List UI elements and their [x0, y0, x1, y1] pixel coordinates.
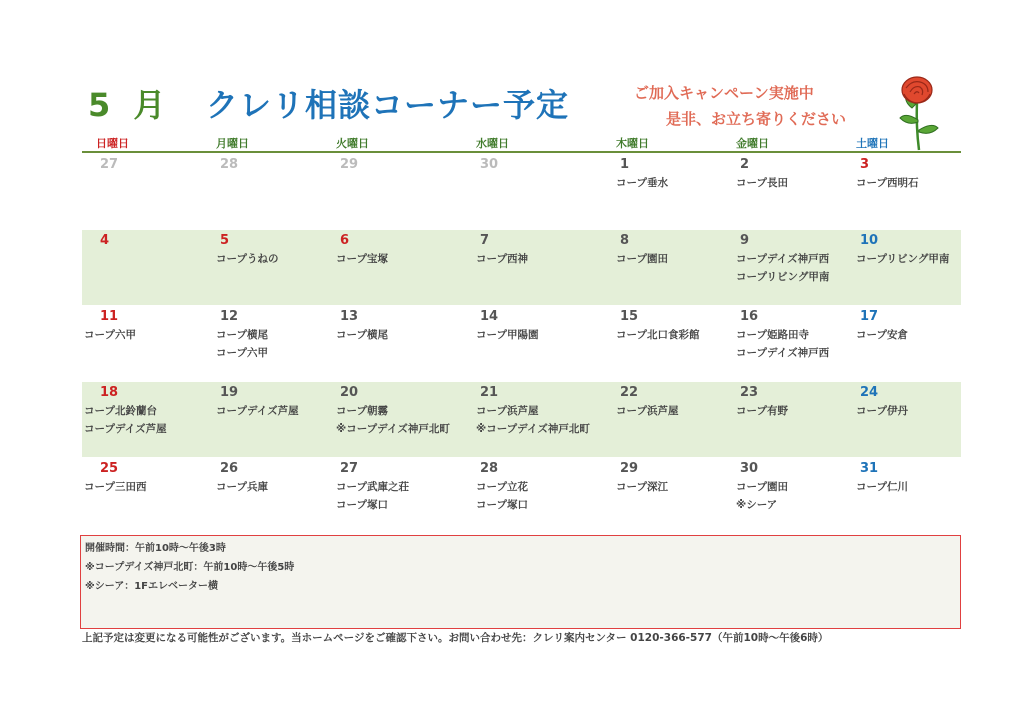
schedule-entry: コープ有野: [736, 405, 788, 417]
week-row: [82, 458, 961, 533]
day-number: 1: [620, 157, 630, 172]
day-cell: [602, 458, 722, 533]
schedule-entry: コープ浜芦屋: [476, 405, 539, 417]
schedule-entry: コープ園田: [616, 253, 668, 265]
day-cell: [722, 154, 842, 229]
schedule-entry: コープ塚口: [336, 499, 388, 511]
day-number: 29: [340, 157, 359, 172]
day-cell: [602, 306, 722, 381]
day-cell: [322, 154, 462, 229]
schedule-entry: コープ塚口: [476, 499, 528, 511]
day-cell: [82, 382, 202, 457]
day-number: 18: [100, 385, 119, 400]
campaign-line-2: 是非、お立ち寄りください: [666, 110, 847, 128]
day-cell: [602, 230, 722, 305]
schedule-entry: コープ深江: [616, 481, 668, 493]
week-row: [82, 382, 961, 457]
schedule-entry: コープ六甲: [84, 329, 136, 341]
day-number: 20: [340, 385, 359, 400]
campaign-line-1: ご加入キャンペーン実施中: [634, 84, 814, 102]
day-cell: [202, 230, 322, 305]
schedule-entry: コープ北鈴蘭台: [84, 405, 157, 417]
day-number: 26: [220, 461, 239, 476]
notes-box: [80, 535, 961, 629]
schedule-entry: コープ西神: [476, 253, 528, 265]
schedule-entry: コープうねの: [216, 253, 279, 265]
month-title: 5 月: [88, 86, 172, 124]
day-cell: [722, 230, 842, 305]
schedule-entry: コープ三田西: [84, 481, 147, 493]
week-row: [82, 154, 961, 229]
day-number: 24: [860, 385, 879, 400]
weekday-header: [82, 135, 961, 153]
day-number: 30: [740, 461, 759, 476]
day-cell: [722, 458, 842, 533]
day-cell: [462, 458, 602, 533]
day-number: 4: [100, 233, 110, 248]
weekday-sunday: 日曜日: [96, 137, 129, 150]
schedule-entry: コープ長田: [736, 177, 788, 189]
weekday-tuesday: 火曜日: [336, 137, 369, 150]
week-row: [82, 230, 961, 305]
schedule-entry: コープ宝塚: [336, 253, 388, 265]
schedule-entry: コープ甲陽園: [476, 329, 539, 341]
day-number: 6: [340, 233, 350, 248]
day-number: 12: [220, 309, 239, 324]
weekday-wednesday: 水曜日: [476, 137, 509, 150]
day-cell: [322, 306, 462, 381]
day-cell: [602, 382, 722, 457]
schedule-entry: コープデイズ芦屋: [84, 423, 167, 435]
day-number: 16: [740, 309, 759, 324]
day-number: 5: [220, 233, 230, 248]
day-cell: [82, 458, 202, 533]
day-number: 14: [480, 309, 499, 324]
schedule-entry: コープ垂水: [616, 177, 668, 189]
day-number: 28: [220, 157, 239, 172]
day-cell: [722, 306, 842, 381]
schedule-entry: コープ姫路田寺: [736, 329, 809, 341]
calendar: [82, 135, 961, 533]
day-cell: [82, 230, 202, 305]
day-cell: [842, 154, 961, 229]
schedule-entry: コープデイズ神戸西: [736, 253, 830, 265]
day-cell: [842, 382, 961, 457]
schedule-entry: コープ横尾: [216, 329, 268, 341]
campaign-message: [634, 80, 846, 132]
day-number: 15: [620, 309, 639, 324]
day-number: 2: [740, 157, 750, 172]
day-cell: [462, 230, 602, 305]
schedule-entry: コープ立花: [476, 481, 528, 493]
day-cell: [82, 154, 202, 229]
schedule-entry: コープリビング甲南: [736, 271, 830, 283]
day-cell: [202, 458, 322, 533]
footer-text: 上記予定は変更になる可能性がございます。当ホームページをご確認下さい。お問い合わせ先：クレリ案内センター 0120-366-577（午前10時～午後6時）: [82, 632, 829, 644]
day-number: 13: [340, 309, 359, 324]
schedule-entry: コープ伊丹: [856, 405, 908, 417]
day-number: 23: [740, 385, 759, 400]
day-cell: [602, 154, 722, 229]
day-cell: [462, 306, 602, 381]
day-number: 19: [220, 385, 239, 400]
schedule-entry: コープ浜芦屋: [616, 405, 679, 417]
day-cell: [322, 230, 462, 305]
schedule-entry: コープ安倉: [856, 329, 908, 341]
note-hours: 開催時間：午前10時～午後3時: [85, 543, 226, 554]
weekday-monday: 月曜日: [216, 137, 249, 150]
day-cell: [202, 382, 322, 457]
schedule-entry: コープ横尾: [336, 329, 388, 341]
day-number: 8: [620, 233, 630, 248]
schedule-entry: コープ西明石: [856, 177, 919, 189]
day-cell: [202, 306, 322, 381]
schedule-entry: ※コープデイズ神戸北町: [476, 423, 590, 435]
day-number: 25: [100, 461, 119, 476]
day-cell: [842, 458, 961, 533]
weekday-saturday: 土曜日: [856, 137, 889, 150]
schedule-entry: コープ園田: [736, 481, 788, 493]
day-number: 22: [620, 385, 639, 400]
note-sea: ※シーア：1Fエレベーター横: [85, 581, 219, 592]
day-number: 29: [620, 461, 639, 476]
schedule-entry: ※シーア: [736, 499, 778, 511]
schedule-entry: コープ仁川: [856, 481, 908, 493]
day-number: 21: [480, 385, 499, 400]
day-number: 11: [100, 309, 119, 324]
schedule-entry: コープ兵庫: [216, 481, 268, 493]
day-number: 30: [480, 157, 499, 172]
day-cell: [322, 458, 462, 533]
page-title: クレリ相談コーナー予定: [206, 86, 570, 124]
day-cell: [842, 306, 961, 381]
day-cell: [722, 382, 842, 457]
day-cell: [462, 154, 602, 229]
weekday-thursday: 木曜日: [616, 137, 649, 150]
week-row: [82, 306, 961, 381]
schedule-entry: コープ六甲: [216, 347, 268, 359]
note-kobe-kitamachi: ※コープデイズ神戸北町：午前10時～午後5時: [85, 562, 295, 573]
schedule-entry: コープ武庫之荘: [336, 481, 409, 493]
day-cell: [462, 382, 602, 457]
day-number: 31: [860, 461, 879, 476]
schedule-entry: コープ北口食彩館: [616, 329, 700, 341]
day-cell: [82, 306, 202, 381]
day-number: 3: [860, 157, 870, 172]
day-number: 17: [860, 309, 879, 324]
schedule-entry: ※コープデイズ神戸北町: [336, 423, 450, 435]
day-cell: [322, 382, 462, 457]
day-cell: [202, 154, 322, 229]
day-number: 10: [860, 233, 879, 248]
schedule-entry: コープ朝霧: [336, 405, 388, 417]
day-number: 27: [100, 157, 119, 172]
day-number: 27: [340, 461, 359, 476]
day-number: 7: [480, 233, 490, 248]
day-cell: [842, 230, 961, 305]
day-number: 9: [740, 233, 750, 248]
day-number: 28: [480, 461, 499, 476]
weekday-friday: 金曜日: [736, 137, 769, 150]
schedule-entry: コープリビング甲南: [856, 253, 950, 265]
schedule-entry: コープデイズ神戸西: [736, 347, 830, 359]
schedule-entry: コープデイズ芦屋: [216, 405, 299, 417]
